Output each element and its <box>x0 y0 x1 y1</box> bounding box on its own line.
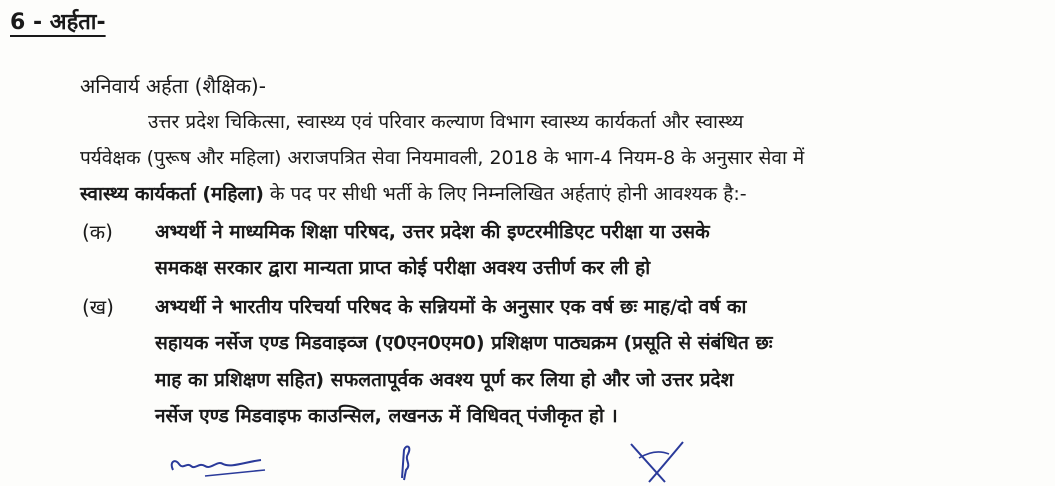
intro-line-2: पर्यवेक्षक (पुरूष और महिला) अराजपत्रित सेवा नियमावली, 2018 के भाग-4 नियम-8 के अनुसार सेवा में <box>80 147 805 169</box>
item-ka-line-2: समकक्ष सरकार द्वारा मान्यता प्राप्त कोई परीक्षा अवश्य उत्तीर्ण कर ली हो <box>155 257 651 279</box>
intro-line-3 <box>80 180 747 206</box>
item-kha-line-3: माह का प्रशिक्षण सहित) सफलतापूर्वक अवश्य पूर्ण कर लिया हो और जो उत्तर प्रदेश <box>155 369 734 391</box>
item-kha-line-1: अभ्यर्थी ने भारतीय परिचर्या परिषद के सन्नियमों के अनुसार एक वर्ष छः माह/दो वर्ष का <box>155 296 747 318</box>
item-marker-kha: (ख) <box>82 295 114 319</box>
intro-line-3-rest: के पद पर सीधी भर्ती के लिए निम्नलिखित अर्हताएं होनी आवश्यक है:- <box>263 183 747 205</box>
item-marker-ka: (क) <box>82 220 113 244</box>
intro-line-1: उत्तर प्रदेश चिकित्सा, स्वास्थ्य एवं परिवार कल्याण विभाग स्वास्थ्य कार्यकर्ता और स्वास्थ्य <box>148 111 744 133</box>
subheading: अनिवार्य अर्हता (शैक्षिक)- <box>80 74 266 98</box>
post-name: स्वास्थ्य कार्यकर्ता (महिला) <box>80 183 264 205</box>
section-heading: 6 - अर्हता- <box>10 10 106 35</box>
item-kha-line-2: सहायक नर्सेज एण्ड मिडवाइव्ज (ए0एन0एम0) प्रशिक्षण पाठ्यक्रम (प्रसूति से संबंधित छः <box>155 332 773 354</box>
signature-mark <box>392 440 422 486</box>
item-kha-line-4: नर्सेज एण्ड मिडवाइफ काउन्सिल, लखनऊ में विधिवत् पंजीकृत हो । <box>155 405 618 427</box>
signature-initials <box>165 440 275 486</box>
signature-cross <box>625 438 695 486</box>
item-ka-line-1: अभ्यर्थी ने माध्यमिक शिक्षा परिषद, उत्तर प्रदेश की इण्टरमीडिएट परीक्षा या उसके <box>155 221 710 243</box>
